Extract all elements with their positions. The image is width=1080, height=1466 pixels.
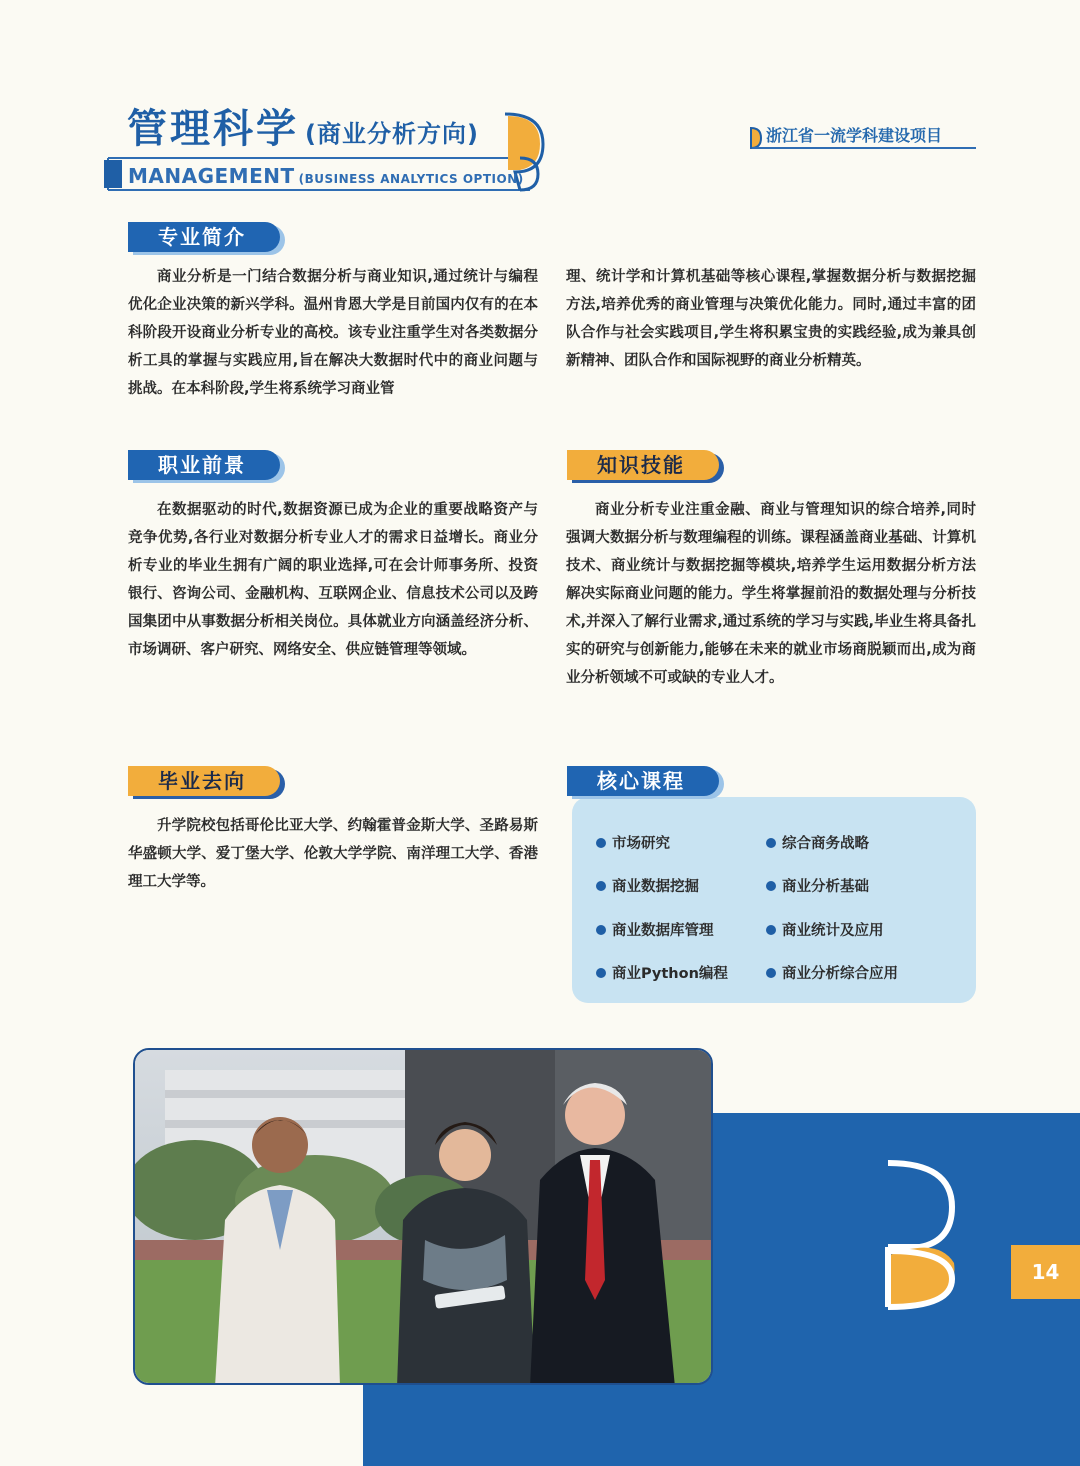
intro-paragraph-left: 商业分析是一门结合数据分析与商业知识,通过统计与编程优化企业决策的新兴学科。温州肯恩大学是目前国内仅有的在本科阶段开设商业分析专业的高校。该专业注重学生对各类数据分析工具的掌握与实践应用,旨在解决大数据时代中的商业问题与挑战。在本科阶段,学生将系统学习商业管 [128,269,538,397]
course-item [766,964,898,984]
course-label: 商业Python编程 [612,966,728,982]
campus-photo-illustration [135,1050,713,1385]
badge-underline [752,147,976,149]
skills-text [566,496,976,692]
graduate-text [128,812,538,896]
bullet-icon [766,925,776,935]
bullet-icon [596,925,606,935]
bullet-icon [766,838,776,848]
title-en-sub: (BUSINESS ANALYTICS OPTION) [298,172,524,186]
heading-courses: 核心课程 [567,766,719,796]
discipline-badge: 浙江省一流学科建设项目 [766,126,943,145]
graduate-paragraph: 升学院校包括哥伦比亚大学、约翰霍普金斯大学、圣路易斯华盛顿大学、爱丁堡大学、伦敦大学学院、南洋理工大学、香港理工大学等。 [128,818,538,890]
title-cn-sub: (商业分析方向) [305,120,479,148]
course-label: 商业分析综合应用 [782,966,898,982]
career-text [128,496,538,664]
bullet-icon [766,968,776,978]
skills-paragraph: 商业分析专业注重金融、商业与管理知识的综合培养,同时强调大数据分析与数理编程的训练。课程涵盖商业基础、计算机技术、商业统计与数据挖掘等模块,培养学生运用数据分析方法解决实际商业问题的能力。学生将掌握前沿的数据处理与分析技术,并深入了解行业需求,通过系统的学习与实践,毕业生将具备扎实的研究与创新能力,能够在未来的就业市场商脱颖而出,成为商业分析领域不可或缺的专业人才。 [566,502,976,686]
course-label: 商业数据库管理 [612,923,714,939]
page-title-english [128,163,524,192]
page-title [127,104,479,159]
course-item [596,834,670,854]
course-label: 商业统计及应用 [782,923,884,939]
course-item [596,877,699,897]
heading-intro: 专业简介 [128,222,280,252]
course-item [766,877,869,897]
bullet-icon [596,881,606,891]
course-label: 市场研究 [612,836,670,852]
course-item [596,921,714,941]
bullet-icon [596,838,606,848]
intro-text-left [128,263,538,403]
page-number: 14 [1011,1245,1080,1299]
course-label: 综合商务战略 [782,836,869,852]
intro-paragraph-right: 理、统计学和计算机基础等核心课程,掌握数据分析与数据挖掘方法,培养优秀的商业管理与决策优化能力。同时,通过丰富的团队合作与社会实践项目,学生将积累宝贵的实践经验,成为兼具创新精神、团队合作和国际视野的商业分析精英。 [566,269,976,369]
campus-photo [133,1048,713,1385]
brand-d-shape-icon [880,1155,962,1315]
course-label: 商业分析基础 [782,879,869,895]
bullet-icon [766,881,776,891]
title-en-main: MANAGEMENT [128,164,295,188]
intro-text-right [566,263,976,375]
course-item [766,834,869,854]
title-cn-main: 管理科学 [127,106,299,152]
career-paragraph: 在数据驱动的时代,数据资源已成为企业的重要战略资产与竞争优势,各行业对数据分析专业人才的需求日益增长。商业分析专业的毕业生拥有广阔的职业选择,可在会计师事务所、投资银行、咨询公司、金融机构、互联网企业、信息技术公司以及跨国集团中从事数据分析相关岗位。具体就业方向涵盖经济分析、市场调研、客户研究、网络安全、供应链管理等领域。 [128,502,538,658]
heading-skills: 知识技能 [567,450,719,480]
course-label: 商业数据挖掘 [612,879,699,895]
course-item [766,921,884,941]
bullet-icon [596,968,606,978]
course-item [596,964,728,984]
heading-career: 职业前景 [128,450,280,480]
heading-graduate: 毕业去向 [128,766,280,796]
